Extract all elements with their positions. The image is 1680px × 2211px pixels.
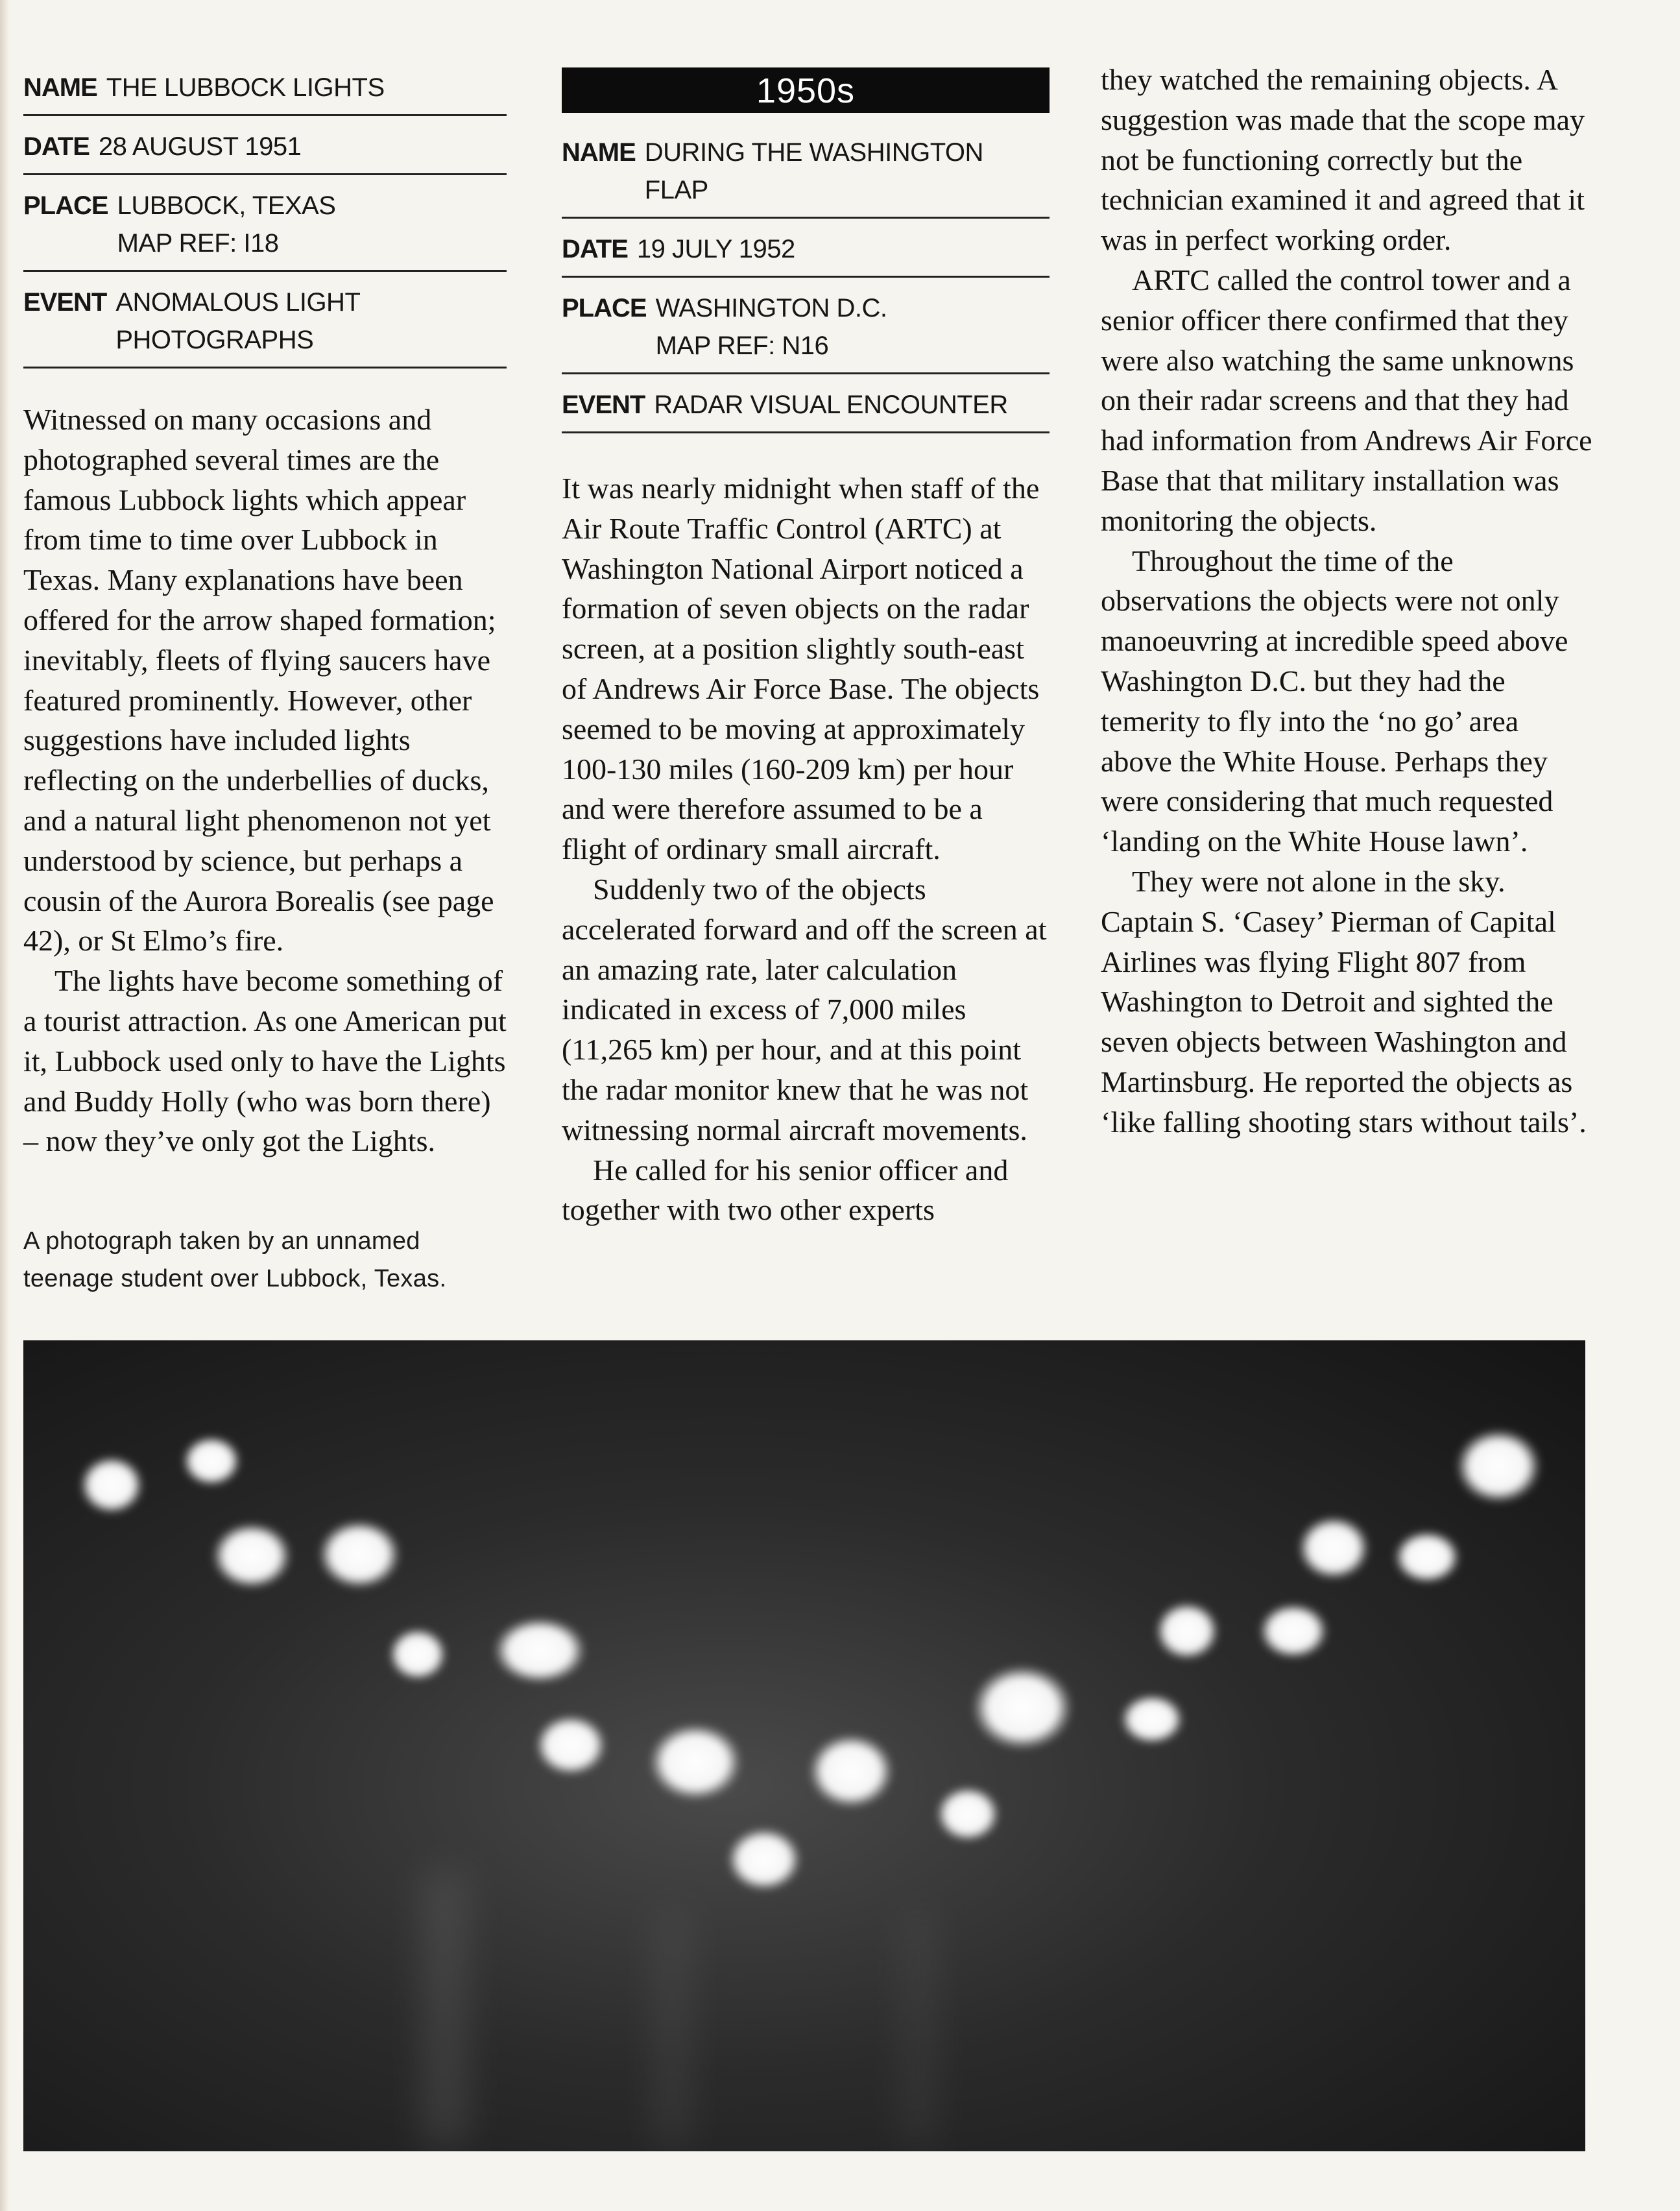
washington-body-text	[562, 468, 1050, 1230]
fact-value: 28 AUGUST 1951	[98, 132, 302, 161]
map-ref: MAP REF: N16	[655, 332, 829, 360]
map-ref: MAP REF: I18	[117, 229, 279, 258]
light-spot	[1395, 1531, 1459, 1583]
fact-label: NAME	[23, 73, 97, 102]
continued-column	[1101, 0, 1594, 1142]
light-spot	[319, 1521, 400, 1588]
light-spot	[650, 1724, 741, 1800]
fact-value: WASHINGTON D.C.	[655, 294, 887, 322]
fact-label: DATE	[23, 132, 90, 161]
photo-caption: A photograph taken by an unnamed teenage student over Lubbock, Texas.	[23, 1227, 447, 1292]
fact-value: LUBBOCK, TEXAS	[117, 191, 336, 220]
paragraph: It was nearly midnight when staff of the Air Route Traffic Control (ARTC) at Washington National Airport noticed a formation of seven objects on the radar screen, at a position slightly south-east of Andrews Air Force Base. The objects seemed to be moving at approximately 100-130 miles (160-209 km) per hour and were therefore assumed to be a flight of ordinary small aircraft.	[562, 472, 1040, 866]
light-spot	[389, 1628, 446, 1680]
fact-place	[23, 175, 507, 272]
fact-value: DURING THE WASHINGTON FLAP	[644, 138, 983, 204]
fact-date	[562, 219, 1050, 278]
fact-label: PLACE	[562, 294, 647, 322]
fact-place	[562, 278, 1050, 374]
lubbock-column	[23, 0, 507, 1161]
page-edge-shadow	[0, 0, 9, 2211]
paragraph: they watched the remaining objects. A suggestion was made that the scope may not be functioning correctly but the technician examined it and agreed that it was in perfect working order.	[1101, 63, 1585, 257]
light-spot	[1299, 1517, 1369, 1579]
fact-name	[23, 57, 507, 116]
light-spot	[1457, 1430, 1540, 1503]
paragraph: They were not alone in the sky. Captain S. ‘Casey’ Pierman of Capital Airlines was flying Flight 807 from Washington to Detroit and sighted the seven objects between Washington and Martinsburg. He reported the objects as ‘like falling shooting stars without tails’.	[1101, 864, 1587, 1139]
paragraph: Witnessed on many occasions and photographed several times are the famous Lubbock lights which appear from time to time over Lubbock in Texas. Many explanations have been offered for the arrow shaped formation; inevitably, fleets of flying saucers have featured prominently. However, other suggestions have included lights reflecting on the underbellies of ducks, and a natural light phenomenon not yet understood by science, but perhaps a cousin of the Aurora Borealis (see page 42), or St Elmo’s fire.	[23, 403, 496, 958]
paragraph: Suddenly two of the objects accelerated forward and off the screen at an amazing rate, later calculation indicated in excess of 7,000 miles (11,265 km) per hour, and at this point the radar monitor knew that he was not witnessing normal aircraft movements.	[562, 872, 1047, 1146]
light-spot	[973, 1666, 1072, 1749]
paragraph: He called for his senior officer and together with two other experts	[562, 1153, 1009, 1227]
washington-column	[562, 0, 1050, 1230]
fact-event	[23, 272, 507, 369]
fact-value: ANOMALOUS LIGHT PHOTOGRAPHS	[115, 288, 360, 354]
paragraph: The lights have become something of a tourist attraction. As one American put it, Lubbock used only to have the Lights and Buddy Holly (who was born there) – now they’ve only got the Lights.	[23, 964, 507, 1158]
light-spot	[1260, 1604, 1327, 1658]
light-spot	[494, 1618, 585, 1683]
continued-body-text	[1101, 60, 1594, 1142]
fact-name	[562, 122, 1050, 219]
fact-value: RADAR VISUAL ENCOUNTER	[654, 391, 1008, 419]
light-spot	[1156, 1602, 1218, 1660]
era-banner: 1950s	[562, 67, 1050, 113]
fact-value: THE LUBBOCK LIGHTS	[106, 73, 385, 102]
fact-value-group	[117, 187, 336, 262]
paragraph: ARTC called the control tower and a senior officer there confirmed that they were also watching the same unknowns on their radar screens and that they had had information from Andrews Air Force Base that that military installation was monitoring the objects.	[1101, 263, 1592, 537]
fact-value-group	[656, 289, 887, 365]
fact-label: DATE	[562, 235, 628, 263]
light-spot	[536, 1715, 606, 1775]
light-spot	[183, 1436, 240, 1486]
fact-value: 19 JULY 1952	[636, 235, 795, 263]
light-spot	[937, 1787, 999, 1841]
lubbock-body-text	[23, 400, 507, 1161]
fact-date	[23, 116, 507, 175]
fact-label: NAME	[562, 138, 636, 167]
fact-label: EVENT	[23, 288, 107, 317]
haze	[426, 1872, 931, 2145]
paragraph: Throughout the time of the observations the objects were not only manoeuvring at incredible speed above Washington D.C. but they had the temerity to fly into the ‘no go’ area above the White House. Perhaps they were considering that much requested ‘landing on the White House lawn’.	[1101, 544, 1568, 858]
lubbock-lights-photo	[23, 1340, 1585, 2151]
fact-label: PLACE	[23, 191, 108, 220]
fact-label: EVENT	[562, 391, 645, 419]
lights-formation	[23, 1340, 1585, 2151]
light-spot	[728, 1828, 800, 1891]
light-spot	[1121, 1695, 1183, 1744]
fact-event	[562, 374, 1050, 433]
light-spots	[80, 1430, 1540, 1891]
lubbock-fact-box	[23, 57, 507, 369]
light-spot	[810, 1735, 893, 1807]
light-spot	[80, 1456, 143, 1514]
light-spot	[213, 1523, 291, 1588]
washington-fact-box	[562, 122, 1050, 433]
